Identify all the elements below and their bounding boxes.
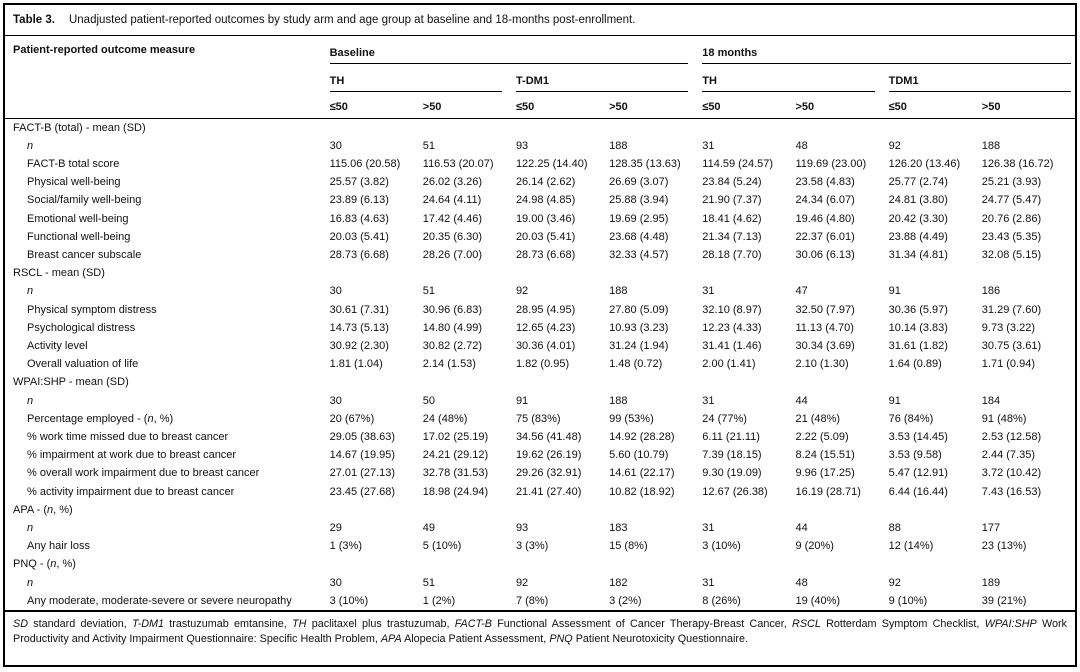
row-label: Physical well-being bbox=[27, 176, 121, 189]
cell-value: 3.53 (14.45) bbox=[888, 430, 948, 443]
cell-value: 24 (77%) bbox=[702, 412, 747, 425]
table-row bbox=[5, 191, 1075, 209]
cell-value: 30.96 (6.83) bbox=[422, 303, 483, 316]
section-row bbox=[5, 373, 1075, 391]
table-row bbox=[5, 210, 1075, 228]
cell-value: 183 bbox=[609, 521, 628, 534]
row-label: Functional well-being bbox=[27, 230, 131, 243]
cell-value: 30.06 (6.13) bbox=[795, 248, 855, 261]
cell-value: 49 bbox=[422, 521, 436, 534]
cell-value: 188 bbox=[609, 285, 628, 298]
table-row bbox=[5, 537, 1075, 555]
cell-value: 7.43 (16.53) bbox=[981, 485, 1042, 498]
cell-value: 9.30 (19.09) bbox=[702, 467, 762, 480]
cell-value: 91 bbox=[888, 285, 901, 298]
table-row bbox=[5, 355, 1075, 373]
cell-value: 3 (10%) bbox=[702, 540, 741, 553]
cell-value: 44 bbox=[795, 521, 808, 534]
cell-value: 25.21 (3.93) bbox=[981, 176, 1042, 189]
cell-value: 29.26 (32.91) bbox=[515, 467, 582, 480]
row-label: Social/family well-being bbox=[27, 194, 142, 207]
cell-value: 9.73 (3.22) bbox=[981, 321, 1035, 334]
cell-value: 99 (53%) bbox=[609, 412, 654, 425]
cell-value: 9 (20%) bbox=[795, 540, 834, 553]
cell-value: 10.82 (18.92) bbox=[609, 485, 675, 498]
cell-value: 51 bbox=[422, 576, 436, 589]
table-row bbox=[5, 464, 1075, 482]
cell-value: 18.41 (4.62) bbox=[702, 212, 762, 225]
column-header-measure: Patient-reported outcome measure bbox=[5, 36, 330, 118]
cell-value: 115.06 (20.58) bbox=[329, 157, 401, 170]
cell-value: 119.69 (23.00) bbox=[795, 157, 867, 170]
cell-value: 20.03 (5.41) bbox=[515, 230, 576, 243]
row-label: Breast cancer subscale bbox=[27, 248, 142, 261]
cell-value: 32.33 (4.57) bbox=[609, 248, 669, 261]
row-label: WPAI:SHP - mean (SD) bbox=[13, 376, 129, 389]
cell-value: 1.64 (0.89) bbox=[888, 358, 942, 371]
cell-value: 92 bbox=[515, 285, 529, 298]
cell-value: 3.53 (9.58) bbox=[888, 449, 942, 462]
cell-value: 7 (8%) bbox=[515, 594, 549, 607]
cell-value: 188 bbox=[981, 139, 1001, 152]
table-row bbox=[5, 428, 1075, 446]
cell-value: 5.60 (10.79) bbox=[609, 449, 669, 462]
cell-value: 20 (67%) bbox=[329, 412, 375, 425]
cell-value: 23.68 (4.48) bbox=[609, 230, 669, 243]
cell-value: 34.56 (41.48) bbox=[515, 430, 582, 443]
row-label: FACT-B (total) - mean (SD) bbox=[13, 121, 146, 134]
cell-value: 11.13 (4.70) bbox=[795, 321, 854, 334]
cell-value: 126.38 (16.72) bbox=[981, 157, 1054, 170]
cell-value: 30.82 (2.72) bbox=[422, 339, 483, 352]
cell-value: 126.20 (13.46) bbox=[888, 157, 961, 170]
cell-value: 27.80 (5.09) bbox=[609, 303, 669, 316]
table-row bbox=[5, 519, 1075, 537]
header-row-timepoints bbox=[5, 36, 1075, 64]
column-header-age: ≤50 bbox=[516, 92, 609, 118]
cell-value: 6.44 (16.44) bbox=[888, 485, 948, 498]
row-label: PNQ - (n, %) bbox=[13, 558, 76, 571]
cell-value: 177 bbox=[981, 521, 1001, 534]
cell-value: 26.14 (2.62) bbox=[515, 176, 576, 189]
row-label: APA - (n, %) bbox=[13, 503, 73, 516]
cell-value: 23.43 (5.35) bbox=[981, 230, 1042, 243]
table-header bbox=[5, 36, 1075, 118]
cell-value: 93 bbox=[515, 139, 529, 152]
cell-value: 92 bbox=[888, 139, 901, 152]
row-label: Emotional well-being bbox=[27, 212, 129, 225]
table-row bbox=[5, 246, 1075, 264]
cell-value: 31 bbox=[702, 285, 715, 298]
cell-value: 48 bbox=[795, 576, 808, 589]
row-label: Activity level bbox=[27, 339, 88, 352]
row-label: n bbox=[27, 285, 34, 298]
table-row bbox=[5, 155, 1075, 173]
table-caption: Unadjusted patient-reported outcomes by study arm and age group at baseline and 18-months post-enrollment. bbox=[68, 14, 636, 26]
column-header-18m-tdm1: TDM1 bbox=[889, 64, 1075, 92]
cell-value: 128.35 (13.63) bbox=[609, 157, 681, 170]
cell-value: 24 (48%) bbox=[422, 412, 468, 425]
cell-value: 44 bbox=[795, 394, 808, 407]
cell-value: 122.25 (14.40) bbox=[515, 157, 588, 170]
cell-value: 10.93 (3.23) bbox=[609, 321, 669, 334]
cell-value: 39 (21%) bbox=[981, 594, 1027, 607]
cell-value: 29 bbox=[329, 521, 342, 534]
row-label: % work time missed due to breast cancer bbox=[27, 430, 229, 443]
cell-value: 2.10 (1.30) bbox=[795, 358, 849, 371]
outcomes-table bbox=[5, 36, 1075, 610]
cell-value: 28.95 (4.95) bbox=[515, 303, 576, 316]
cell-value: 25.77 (2.74) bbox=[888, 176, 948, 189]
table-row bbox=[5, 446, 1075, 464]
table-number: Table 3. bbox=[13, 14, 55, 26]
cell-value: 22.37 (6.01) bbox=[795, 230, 855, 243]
cell-value: 28.18 (7.70) bbox=[702, 248, 762, 261]
cell-value: 2.22 (5.09) bbox=[795, 430, 849, 443]
column-header-age: >50 bbox=[795, 92, 888, 118]
section-row bbox=[5, 264, 1075, 282]
cell-value: 76 (84%) bbox=[888, 412, 934, 425]
cell-value: 31.41 (1.46) bbox=[702, 339, 762, 352]
row-label: RSCL - mean (SD) bbox=[13, 267, 105, 280]
cell-value: 3 (2%) bbox=[609, 594, 642, 607]
cell-value: 14.61 (22.17) bbox=[609, 467, 675, 480]
table-row bbox=[5, 574, 1075, 592]
cell-value: 26.69 (3.07) bbox=[609, 176, 669, 189]
cell-value: 26.02 (3.26) bbox=[422, 176, 483, 189]
cell-value: 31 bbox=[702, 521, 715, 534]
cell-value: 19.00 (3.46) bbox=[515, 212, 576, 225]
cell-value: 17.42 (4.46) bbox=[422, 212, 483, 225]
column-header-age: ≤50 bbox=[330, 92, 423, 118]
cell-value: 188 bbox=[609, 394, 628, 407]
cell-value: 12 (14%) bbox=[888, 540, 934, 553]
cell-value: 29.05 (38.63) bbox=[329, 430, 396, 443]
cell-value: 17.02 (25.19) bbox=[422, 430, 489, 443]
column-header-18-months: 18 months bbox=[702, 36, 1075, 64]
cell-value: 30.92 (2.30) bbox=[329, 339, 389, 352]
cell-value: 31.24 (1.94) bbox=[609, 339, 669, 352]
column-header-baseline-th: TH bbox=[330, 64, 516, 92]
cell-value: 9 (10%) bbox=[888, 594, 928, 607]
cell-value: 30.34 (3.69) bbox=[795, 339, 855, 352]
table-row bbox=[5, 301, 1075, 319]
cell-value: 28.26 (7.00) bbox=[422, 248, 483, 261]
table-row bbox=[5, 483, 1075, 501]
cell-value: 28.73 (6.68) bbox=[515, 248, 576, 261]
cell-value: 14.67 (19.95) bbox=[329, 449, 396, 462]
cell-value: 14.80 (4.99) bbox=[422, 321, 483, 334]
cell-value: 3 (10%) bbox=[329, 594, 369, 607]
cell-value: 31.61 (1.82) bbox=[888, 339, 948, 352]
cell-value: 1.48 (0.72) bbox=[609, 358, 663, 371]
cell-value: 24.21 (29.12) bbox=[422, 449, 489, 462]
cell-value: 31.34 (4.81) bbox=[888, 248, 948, 261]
cell-value: 88 bbox=[888, 521, 901, 534]
cell-value: 24.64 (4.11) bbox=[422, 194, 482, 207]
row-label: Percentage employed - (n, %) bbox=[27, 412, 174, 425]
cell-value: 24.98 (4.85) bbox=[515, 194, 576, 207]
section-row bbox=[5, 501, 1075, 519]
cell-value: 30.61 (7.31) bbox=[329, 303, 389, 316]
cell-value: 8 (26%) bbox=[702, 594, 741, 607]
cell-value: 30 bbox=[329, 285, 342, 298]
cell-value: 5.47 (12.91) bbox=[888, 467, 948, 480]
cell-value: 2.00 (1.41) bbox=[702, 358, 756, 371]
cell-value: 20.76 (2.86) bbox=[981, 212, 1042, 225]
row-label: Psychological distress bbox=[27, 321, 136, 334]
cell-value: 23.84 (5.24) bbox=[702, 176, 762, 189]
cell-value: 91 bbox=[515, 394, 529, 407]
cell-value: 14.73 (5.13) bbox=[329, 321, 389, 334]
cell-value: 20.35 (6.30) bbox=[422, 230, 483, 243]
cell-value: 23.58 (4.83) bbox=[795, 176, 855, 189]
cell-value: 50 bbox=[422, 394, 436, 407]
cell-value: 32.08 (5.15) bbox=[981, 248, 1042, 261]
cell-value: 184 bbox=[981, 394, 1001, 407]
table-row bbox=[5, 337, 1075, 355]
cell-value: 114.59 (24.57) bbox=[702, 157, 774, 170]
row-label: FACT-B total score bbox=[27, 157, 120, 170]
cell-value: 12.23 (4.33) bbox=[702, 321, 762, 334]
column-header-age: ≤50 bbox=[702, 92, 795, 118]
cell-value: 16.19 (28.71) bbox=[795, 485, 861, 498]
cell-value: 31 bbox=[702, 576, 715, 589]
table-row bbox=[5, 282, 1075, 300]
table-row bbox=[5, 319, 1075, 337]
cell-value: 23.89 (6.13) bbox=[329, 194, 389, 207]
cell-value: 24.34 (6.07) bbox=[795, 194, 855, 207]
cell-value: 18.98 (24.94) bbox=[422, 485, 489, 498]
row-label: Physical symptom distress bbox=[27, 303, 157, 316]
cell-value: 92 bbox=[888, 576, 901, 589]
row-label: n bbox=[27, 139, 34, 152]
cell-value: 25.57 (3.82) bbox=[329, 176, 389, 189]
cell-value: 10.14 (3.83) bbox=[888, 321, 948, 334]
cell-value: 31 bbox=[702, 394, 715, 407]
cell-value: 14.92 (28.28) bbox=[609, 430, 675, 443]
cell-value: 1.81 (1.04) bbox=[329, 358, 383, 371]
cell-value: 48 bbox=[795, 139, 808, 152]
row-label: % overall work impairment due to breast cancer bbox=[27, 467, 260, 480]
cell-value: 31.29 (7.60) bbox=[981, 303, 1042, 316]
cell-value: 19 (40%) bbox=[795, 594, 841, 607]
cell-value: 7.39 (18.15) bbox=[702, 449, 762, 462]
cell-value: 9.96 (17.25) bbox=[795, 467, 855, 480]
cell-value: 116.53 (20.07) bbox=[422, 157, 494, 170]
cell-value: 5 (10%) bbox=[422, 540, 462, 553]
row-label: Overall valuation of life bbox=[27, 358, 139, 371]
cell-value: 188 bbox=[609, 139, 628, 152]
cell-value: 30.36 (4.01) bbox=[515, 339, 576, 352]
cell-value: 31 bbox=[702, 139, 715, 152]
section-row bbox=[5, 118, 1075, 137]
cell-value: 30 bbox=[329, 576, 342, 589]
cell-value: 19.62 (26.19) bbox=[515, 449, 582, 462]
column-header-18m-th: TH bbox=[702, 64, 888, 92]
cell-value: 47 bbox=[795, 285, 808, 298]
cell-value: 186 bbox=[981, 285, 1001, 298]
cell-value: 2.53 (12.58) bbox=[981, 430, 1042, 443]
column-header-baseline: Baseline bbox=[330, 36, 703, 64]
cell-value: 23.88 (4.49) bbox=[888, 230, 948, 243]
cell-value: 25.88 (3.94) bbox=[609, 194, 669, 207]
cell-value: 21.41 (27.40) bbox=[515, 485, 582, 498]
cell-value: 51 bbox=[422, 139, 436, 152]
cell-value: 3.72 (10.42) bbox=[981, 467, 1042, 480]
cell-value: 189 bbox=[981, 576, 1001, 589]
row-label: % activity impairment due to breast cancer bbox=[27, 485, 235, 498]
cell-value: 91 (48%) bbox=[981, 412, 1027, 425]
table-row bbox=[5, 228, 1075, 246]
column-header-age: ≤50 bbox=[889, 92, 982, 118]
cell-value: 15 (8%) bbox=[609, 540, 648, 553]
cell-value: 12.65 (4.23) bbox=[515, 321, 576, 334]
row-label: Any hair loss bbox=[27, 540, 90, 553]
cell-value: 20.03 (5.41) bbox=[329, 230, 389, 243]
cell-value: 32.78 (31.53) bbox=[422, 467, 489, 480]
table3-document bbox=[3, 3, 1077, 667]
table-row bbox=[5, 392, 1075, 410]
table-row bbox=[5, 137, 1075, 155]
cell-value: 2.14 (1.53) bbox=[422, 358, 476, 371]
cell-value: 21.34 (7.13) bbox=[702, 230, 762, 243]
cell-value: 30 bbox=[329, 394, 342, 407]
cell-value: 75 (83%) bbox=[515, 412, 561, 425]
table-row bbox=[5, 592, 1075, 610]
cell-value: 1.82 (0.95) bbox=[515, 358, 570, 371]
cell-value: 30.36 (5.97) bbox=[888, 303, 948, 316]
column-header-age: >50 bbox=[609, 92, 702, 118]
cell-value: 3 (3%) bbox=[515, 540, 549, 553]
cell-value: 21 (48%) bbox=[795, 412, 841, 425]
cell-value: 19.69 (2.95) bbox=[609, 212, 669, 225]
column-header-age: >50 bbox=[982, 92, 1075, 118]
cell-value: 182 bbox=[609, 576, 628, 589]
cell-value: 92 bbox=[515, 576, 529, 589]
row-label: n bbox=[27, 576, 34, 589]
cell-value: 30.75 (3.61) bbox=[981, 339, 1042, 352]
cell-value: 27.01 (27.13) bbox=[329, 467, 396, 480]
cell-value: 93 bbox=[515, 521, 529, 534]
section-row bbox=[5, 555, 1075, 573]
cell-value: 23.45 (27.68) bbox=[329, 485, 396, 498]
table-row bbox=[5, 173, 1075, 191]
cell-value: 24.77 (5.47) bbox=[981, 194, 1042, 207]
table-row bbox=[5, 410, 1075, 428]
cell-value: 1.71 (0.94) bbox=[981, 358, 1035, 371]
table-body bbox=[5, 118, 1075, 610]
column-header-age: >50 bbox=[423, 92, 516, 118]
cell-value: 8.24 (15.51) bbox=[795, 449, 855, 462]
cell-value: 19.46 (4.80) bbox=[795, 212, 855, 225]
cell-value: 91 bbox=[888, 394, 901, 407]
row-label: n bbox=[27, 521, 34, 534]
cell-value: 1 (3%) bbox=[329, 540, 362, 553]
column-header-baseline-tdm1: T-DM1 bbox=[516, 64, 702, 92]
cell-value: 30 bbox=[329, 139, 342, 152]
cell-value: 6.11 (21.11) bbox=[702, 430, 760, 443]
cell-value: 2.44 (7.35) bbox=[981, 449, 1035, 462]
cell-value: 20.42 (3.30) bbox=[888, 212, 948, 225]
cell-value: 28.73 (6.68) bbox=[329, 248, 389, 261]
cell-value: 1 (2%) bbox=[422, 594, 456, 607]
row-label: % impairment at work due to breast cancer bbox=[27, 449, 237, 462]
cell-value: 24.81 (3.80) bbox=[888, 194, 948, 207]
cell-value: 51 bbox=[422, 285, 436, 298]
cell-value: 23 (13%) bbox=[981, 540, 1027, 553]
table-title bbox=[5, 5, 1075, 36]
footnote: SD standard deviation, T-DM1 trastuzumab emtansine, TH paclitaxel plus trastuzumab, FACT-B Functional Assessment of Cancer Therapy-Breast Cancer, RSCL Rotterdam Symptom Checklist, WPAI:SHP Work Productivity and Activity Impairment Questionnaire: Specific Health Problem, APA Alopecia Patient Assessment, PNQ Patient Neurotoxicity Questionnaire. bbox=[13, 617, 1067, 645]
cell-value: 12.67 (26.38) bbox=[702, 485, 768, 498]
cell-value: 16.83 (4.63) bbox=[329, 212, 389, 225]
cell-value: 32.10 (8.97) bbox=[702, 303, 762, 316]
cell-value: 32.50 (7.97) bbox=[795, 303, 855, 316]
row-label: n bbox=[27, 394, 34, 407]
cell-value: 21.90 (7.37) bbox=[702, 194, 762, 207]
row-label: Any moderate, moderate-severe or severe neuropathy bbox=[27, 594, 292, 607]
